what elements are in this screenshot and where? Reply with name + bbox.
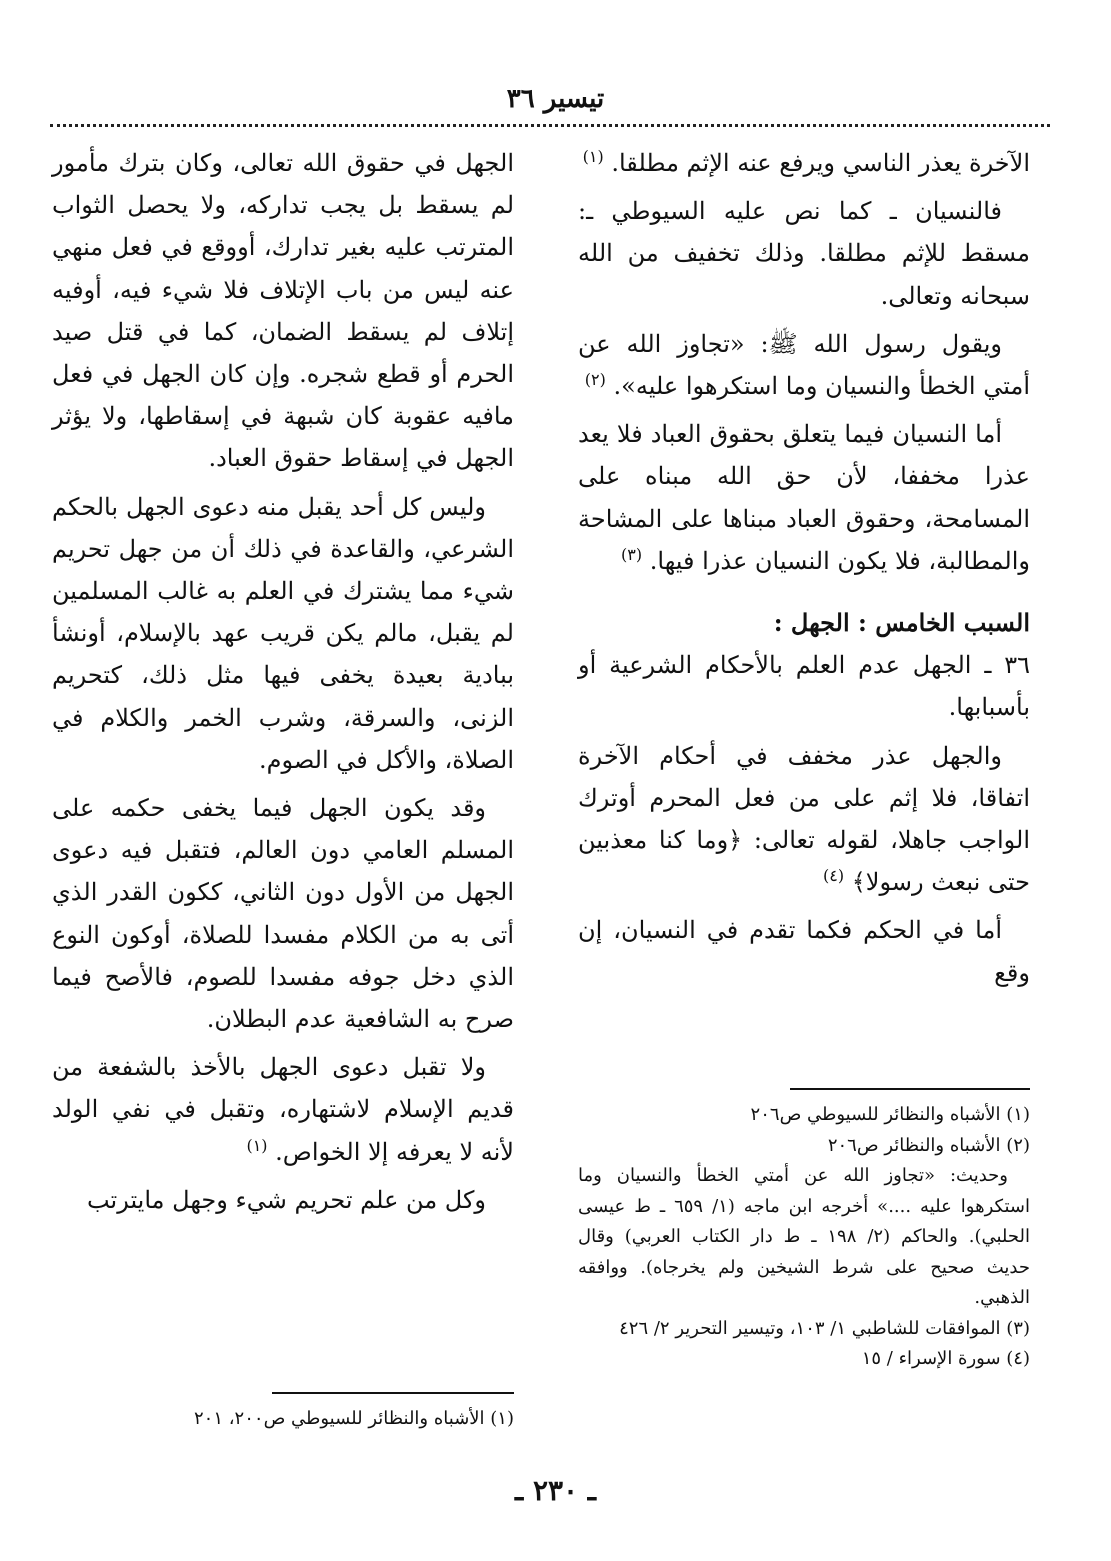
page-number: ـ ٢٣٠ ـ <box>514 1474 597 1507</box>
footnote: (٣) الموافقات للشاطبي ١/ ١٠٣، وتيسير التحرير ٢/ ٤٢٦ <box>619 1317 1030 1339</box>
paragraph: ويقول رسول الله ﷺ: «تجاوز الله عن أمتي الخطأ والنسيان وما استكرهوا عليه». $^{(٢)}$ <box>578 329 1030 401</box>
footnote-marker: (٣) <box>621 544 643 564</box>
paragraph: وقد يكون الجهل فيما يخفى حكمه على المسلم العامي دون العالم، فتقبل فيه دعوى الجهل من الأول دون الثاني، ككون القدر الذي أتى به من الكلام مفسدا للصلاة، أوكون النوع الذي دخل جوفه مفسدا للصوم، فالأصح فيما صرح به الشافعية عدم البطلان. <box>52 794 514 1034</box>
footnote-marker: (١) <box>582 147 604 166</box>
footnote: وحديث: «تجاوز الله عن أمتي الخطأ والنسيان وما استكرهوا عليه ....» أخرجه ابن ماجه (١/ ٦٥٩ ـ ط عيسى الحلبي). والحاكم (٢/ ١٩٨ ـ ط دار الكتاب العربي) وقال حديث صحيح على شرط الشيخين ولم يخرجاه). ووافقه الذهبي. <box>578 1165 1030 1308</box>
paragraph: أما النسيان فيما يتعلق بحقوق العباد فلا يعد عذرا مخففا، لأن حق الله مبناه على المسامحة، وحقوق العباد مبناها على المشاحة والمطالبة، فلا يكون النسيان عذرا فيها. $^{(٣)}$ <box>578 420 1030 575</box>
paragraph: والجهل عذر مخفف في أحكام الآخرة اتفاقا، فلا إثم على من فعل المحرم أوترك الواجب جاهلا، لقوله تعالى: ﴿وما كنا معذبين حتى نبعث رسولا﴾ $^{(٤)}$ <box>578 741 1030 897</box>
paragraph: وليس كل أحد يقبل منه دعوى الجهل بالحكم الشرعي، والقاعدة في ذلك أن من جهل تحريم شيء مما يشترك في العلم به غالب المسلمين لم يقبل، مالم يكن قريب عهد بالإسلام، أونشأ ببادية بعيدة يخفى فيها مثل ذلك، كتحريم الزنى، والسرقة، وشرب الخمر والكلام في الصلاة، والأكل في الصوم. <box>52 492 514 774</box>
footnote: (١) الأشباه والنظائر للسيوطي ص٢٠٦ <box>750 1104 1030 1125</box>
running-header: تيسير ٣٦ <box>506 84 605 114</box>
footnote-marker: (٢) <box>584 370 606 390</box>
item-number: ٣٦ ـ <box>984 651 1030 680</box>
header-dotted-rule <box>50 124 1050 127</box>
footnotes-left <box>52 1404 514 1435</box>
section-heading: السبب الخامس : الجهل : <box>773 608 1030 638</box>
footnotes-right <box>578 1100 1030 1375</box>
footnote-marker: (١) <box>246 1135 268 1155</box>
right-column <box>578 142 1030 1000</box>
paragraph: فالنسيان ـ كما نص عليه السيوطي ـ: مسقط للإثم مطلقا. وذلك تخفيف من الله سبحانه وتعالى. <box>578 197 1030 310</box>
footnote: (١) الأشباه والنظائر للسيوطي ص٢٠٠، ٢٠١ <box>194 1408 514 1429</box>
paragraph: وكل من علم تحريم شيء وجهل مايترتب <box>86 1185 486 1214</box>
paragraph: الجهل في حقوق الله تعالى، وكان بترك مأمور لم يسقط بل يجب تداركه، ولا يحصل الثواب المترتب عليه بغير تدارك، أووقع في فعل منهي عنه ليس من باب الإتلاف فلا شيء فيه، أوفيه إتلاف لم يسقط الضمان، كما في قتل صيد الحرم أو قطع شجره. وإن كان الجهل في فعل مافيه عقوبة كان شبهة في إسقاطها، ولا يؤثر الجهل في إسقاط حقوق العباد. <box>52 149 514 473</box>
footnote-rule-right <box>790 1088 1030 1090</box>
footnote-rule-left <box>272 1392 514 1394</box>
numbered-item: ٣٦ ـ الجهل عدم العلم بالأحكام الشرعية أو بأسبابها. <box>578 651 1030 722</box>
paragraph: الآخرة يعذر الناسي ويرفع عنه الإثم مطلقا. $^{(١)}$ <box>582 147 1030 177</box>
left-column <box>52 142 514 1227</box>
footnote: (٢) الأشباه والنظائر ص٢٠٦ <box>827 1134 1030 1156</box>
paragraph: ولا تقبل دعوى الجهل بالأخذ بالشفعة من قديم الإسلام لاشتهاره، وتقبل في نفي الولد لأنه لا يعرفه إلا الخواص. $^{(١)}$ <box>52 1053 514 1166</box>
footnote-marker: (٤) <box>823 866 845 886</box>
paragraph: أما في الحكم فكما تقدم في النسيان، إن وقع <box>578 916 1030 987</box>
footnote: (٤) سورة الإسراء / ١٥ <box>861 1348 1030 1369</box>
